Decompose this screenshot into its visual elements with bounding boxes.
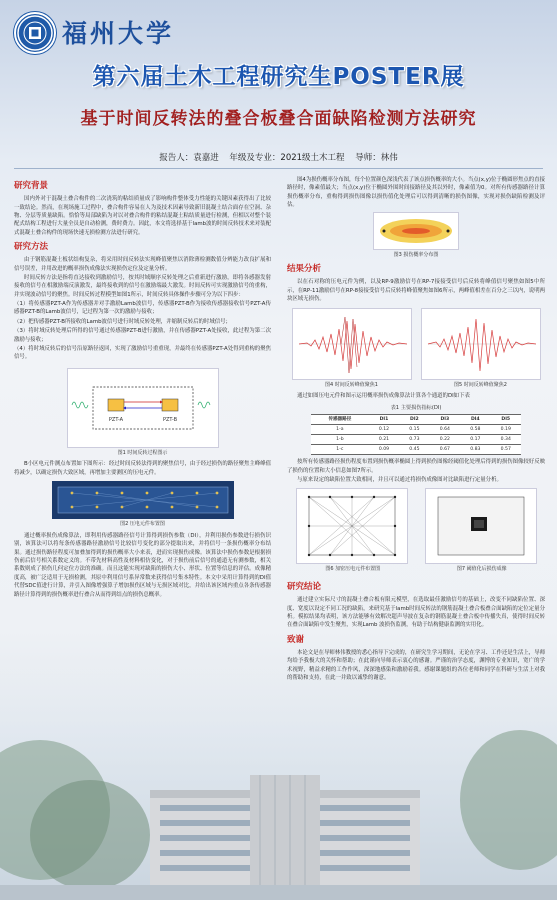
imaging-captions bbox=[287, 565, 545, 577]
figure-probability-distribution bbox=[373, 212, 459, 250]
waveform-figures bbox=[287, 308, 545, 380]
di-table bbox=[311, 414, 521, 455]
left-column bbox=[14, 176, 271, 600]
fig5-caption: 图5 时间反转峰值聚焦2 bbox=[454, 381, 507, 388]
step-4: （4）将时域反转后的信号沿原路径返回，实现了激励信号重重现，并最终在传感器PZT-A处得到重构的聚焦信号。 bbox=[14, 345, 271, 361]
table-header: DI3 bbox=[430, 414, 460, 424]
table-row bbox=[311, 424, 521, 434]
table-cell: 0.21 bbox=[369, 434, 399, 444]
section-title-background: 研究背景 bbox=[14, 181, 49, 191]
table-cell: 1-a bbox=[311, 424, 369, 434]
section-title-method: 研究方法 bbox=[14, 242, 49, 253]
table-header: DI2 bbox=[399, 414, 429, 424]
fig3-caption: 图3 损伤概率分布图 bbox=[393, 251, 439, 258]
net-text-2: 与原来设定的缺陷位置大致相同，并且可以通过将损伤成像图对比缺陷进行定量分析。 bbox=[297, 476, 502, 483]
figure-focus-2 bbox=[421, 308, 541, 380]
imaging-figures bbox=[287, 488, 545, 564]
section-title-results: 结果分析 bbox=[287, 264, 322, 275]
table-cell: 0.57 bbox=[491, 445, 521, 455]
fig1-text: B小区电元件测点布置如下图所示：经过时间反转法得到的聚焦信号，由于经过损伤的路径聚焦主峰峰值将减少，以确定损伤大致区域，再增加主要测区的压电元件。 bbox=[14, 461, 271, 476]
step-3: （3）将时域反转处理后所得的信号通过传感器PZT-B进行激励，并在传感器PZT-A处接收，此过程为第二次激励与接收； bbox=[14, 328, 271, 343]
table-cell: 0.64 bbox=[430, 424, 460, 434]
campus-photo bbox=[0, 660, 557, 900]
table-cell: 0.45 bbox=[399, 445, 429, 455]
university-seal-icon bbox=[14, 12, 56, 54]
table-cell: 1-b bbox=[311, 434, 369, 444]
method-text: 时间反转方法是指将直达接收到激励信号，按其时域顺序反转处理之后重新进行激励，即将各感器发射接收的信号在相激励端反演激发，最终接收到的信号在激励端最大激发。时间反转可实现激励信号的重构，并实现波动信号的聚焦。时间反转过程模型如图1所示，时间反转具体操作步骤可分为以下四步： bbox=[14, 274, 271, 298]
table-header: DI4 bbox=[460, 414, 490, 424]
table-cell: 0.58 bbox=[460, 424, 490, 434]
table-cell: 0.15 bbox=[399, 424, 429, 434]
table-intro: 通过如图压电元件和图示运用概率损伤成像算法计算各个通道的DI如下表 bbox=[297, 393, 470, 400]
table-header: DI1 bbox=[369, 414, 399, 424]
section-title-conclusion: 研究结论 bbox=[287, 582, 322, 593]
table-cell: 0.67 bbox=[430, 445, 460, 455]
figure-time-reversal bbox=[67, 368, 219, 448]
table-cell: 0.73 bbox=[399, 434, 429, 444]
fig1-label-a: PZT-A bbox=[108, 416, 123, 423]
header-divider bbox=[14, 168, 543, 169]
table-cell: 0.09 bbox=[369, 445, 399, 455]
section-title-thanks: 致谢 bbox=[287, 634, 305, 645]
conference-title: 第六届土木工程研究生POSTER展 bbox=[92, 64, 465, 90]
fig7-caption: 图7 阈值化后损伤成像 bbox=[456, 566, 507, 573]
reporter: 报告人：袁嘉进 bbox=[159, 153, 219, 163]
net-text: 按所有传感器路径损伤程度布置到损伤概率椭圆上得到损伤图像经阈值化处理后得到的损伤图像较好反映了损伤的位置和大小信息如图7所示。 bbox=[287, 459, 545, 474]
background-text: 国内外对于混凝土叠合构件的二次浇筑的粘结质量成了影响构件整体受力性能的关键因素获得出了比较一致结论。然而，在现场施工过程中，叠合构件容易在人为及技术因素导致新旧混凝土结合面存在空洞、杂物、分层等质量缺陷。恰恰等局部缺陷为对以对叠合构件的粘结混凝土粘结质量进行检测，但相以对整个装配式结构工程进行大量全员是自动检测，费时费力。因此，本文将选择基于lamb波的时间反转技术来对装配式混凝土叠合构件的现场快速无损检测方法进行研究。 bbox=[14, 196, 271, 236]
figure-threshold-image bbox=[425, 488, 537, 564]
conclusion-text: 通过建立实际尺寸的混凝土叠合板有限元模型，在选取最佳激励信号的基础上，改变不同缺陷位置、深度、宽度以设定不同工况的缺陷，来研究基于lamb时间反转法的钢筋混凝土叠合板叠合面缺陷的定位定量分析。模拟结果均表明，该方法能够有效解决超声导波在复杂的钢筋混凝土叠合板中传播失真，使得时间反转在叠合面缺陷中发生聚焦，实现Lamb 波损伤监测，有助于结构健康监测的实用化。 bbox=[287, 597, 545, 629]
results-text: 以在石对称的压电元件为例，以及RP-9激励信号在RP-7接接受信号后反转将峰值信号聚焦如图5中所示，在RP-11激励信号在RP-8接接受信号后反转将峰值聚焦如图6所示，两峰值相差在百分之三以内，说明两块区域无损伤。 bbox=[287, 279, 545, 303]
figure-dense-sensor-layout bbox=[296, 488, 408, 564]
table-cell: 0.19 bbox=[491, 424, 521, 434]
advisor: 导师：林伟 bbox=[355, 153, 398, 163]
table-header-row bbox=[311, 414, 521, 424]
university-name: 福州大学 bbox=[62, 19, 175, 48]
table-cell: 1-c bbox=[311, 445, 369, 455]
step-1: （1）将传感器PZT-A作为传感器并对手激励Lamb波信号，传感器PZT-B作为接收传感器接收信号PZT-A传感器PZT-B的Lamb波信号，记过程为第一次的激励与接收； bbox=[14, 301, 271, 316]
fig6-caption: 图6 加密压电元件布置图 bbox=[325, 566, 381, 573]
grade-major: 年级及专业：2021级土木工程 bbox=[229, 153, 345, 163]
fig1-label-b: PZT-B bbox=[162, 416, 177, 423]
table-cell: 0.12 bbox=[369, 424, 399, 434]
fig2-caption: 图2 压电元件布置图 bbox=[120, 521, 165, 528]
method-intro: 由于钢筋混凝土板状结构复杂，将采用时间反转法实现峰值聚焦以消除薄检测数值分辨能力改良扩展和信号误差，并用改进的概率损伤成像法实现损伤定位及定量分析。 bbox=[14, 257, 271, 272]
table-cell: 0.83 bbox=[460, 445, 490, 455]
table-row bbox=[311, 434, 521, 444]
step-2: （2）把传感器PZT-B所接收的Lamb波信号进行时域反转处理，并缩制反转后的时域信号； bbox=[14, 318, 231, 325]
figure-sensor-layout bbox=[52, 481, 234, 519]
table-cell: 0.34 bbox=[491, 434, 521, 444]
table-row bbox=[311, 445, 521, 455]
final-text: 通过概率损伤成像算法，即利用传感器路径信号计算得到损伤参数（DI），并利用损伤参数进行损伤识别，该算法可以将每条传感器路径激励信号比较信号变化的部分提取出来，并将信号一条损伤概率分布结果。通过损伤路径程度可加叠加得到的损伤概率大小来表，进而实现损伤成像。该算法中损伤参数是根据损伤前后信号相关系数定义的。不带先材料高性及材料相仿变化，对于损伤前后信号的通道无有测参数，相关系数则成了损伤几何定位方法的准确。而且这能实现对缺陷的损伤大小、形状、位置等信息的评估。成像精度高，被广泛适用于无损检测，其原中利用信号系异常数来获得信号集本特性。本文中采用计算得到的DI值代替SDC值进行计算，并引入图像增强算子增加损伤区域与无损区域对比，并给出该区域内重点各条传感器路径计算得到的损伤概率进行叠合从而得到结点的损伤总概率。 bbox=[14, 532, 271, 598]
waveform-captions bbox=[287, 381, 545, 393]
fig4-caption: 图4 时间反转峰值聚焦1 bbox=[325, 381, 378, 388]
figure-focus-1 bbox=[292, 308, 412, 380]
probability-text: 图4为损伤概率分布图，每个位置颜色深浅代表了该点损伤概率的大小。当点(x,y)位于椭圆形焦点的直接路径时，像素值最大；当点(x,y)位于椭圆外围时间接路径及其以外时，像素值为0。对所有传感器路径计算损伤概率分布，重构得到损伤图像以损伤值化处理后可以得到清晰的损伤图像，实现对损伤缺陷检测及评估。 bbox=[287, 177, 545, 209]
table-cell: 0.22 bbox=[430, 434, 460, 444]
table-header: 传感器路径 bbox=[311, 414, 369, 424]
thanks-text: 本论文是在导师林伟教授的悉心指导下完成的，在研究生学习期间，无论在学习、工作还是生活上，导师均给予我极大的关怀和帮助；在此谨向导师表示衷心的感谢。严谨的治学态度，渊博的专业知识，宽广的学术视野，精益求精的工作作风，深深地感染和激励着我。感谢课题组的各位老师和同学在科研与生活上对我的帮助和支持，在此一并致以诚挚的谢意。 bbox=[287, 649, 545, 682]
table-title: 表1 主要损伤指标(DI) bbox=[390, 404, 442, 411]
right-column bbox=[287, 176, 545, 683]
fig1-caption: 图1 时间反转过程图示 bbox=[117, 449, 168, 456]
table-header: DI5 bbox=[491, 414, 521, 424]
table-cell: 0.17 bbox=[460, 434, 490, 444]
paper-title: 基于时间反转法的叠合板叠合面缺陷检测方法研究 bbox=[80, 109, 477, 129]
author-line bbox=[0, 151, 557, 163]
